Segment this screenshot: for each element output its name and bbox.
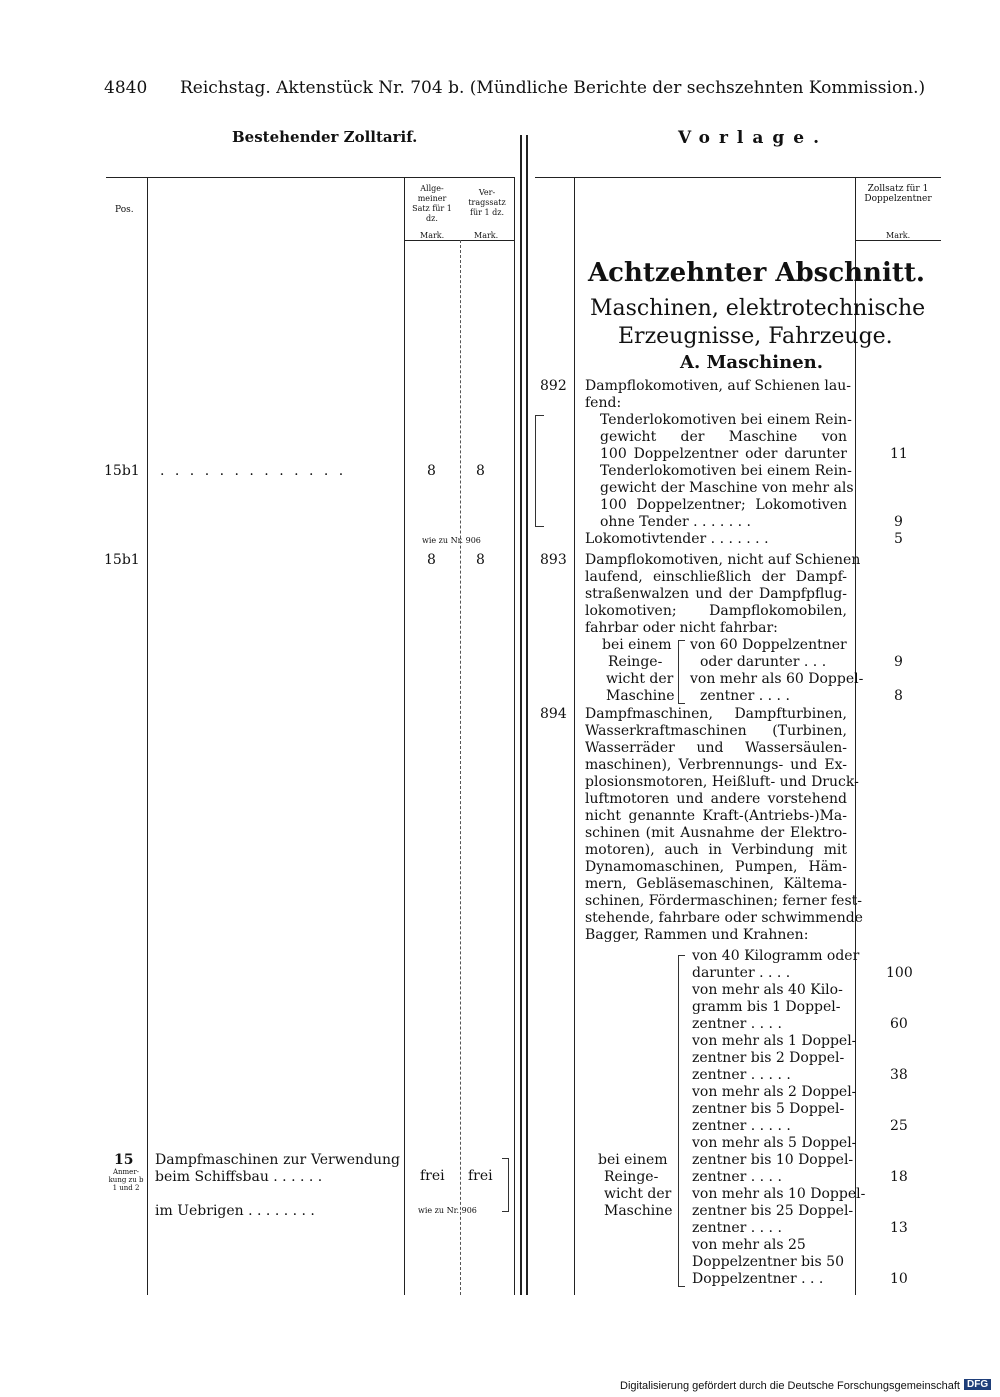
entry-894-line: Bagger, Rammen und Krahnen: — [585, 927, 809, 943]
pos-value: 15b1 — [104, 552, 140, 568]
digitization-credit: Digitalisierung gefördert durch die Deutsche Forschungsgemeinschaft — [620, 1380, 960, 1392]
option-line: gramm bis 1 Doppel- — [692, 999, 841, 1015]
entry-893-number: 893 — [540, 552, 567, 568]
entry-894-line: Wasserräder und Wassersäulen- — [585, 740, 847, 756]
unit-rate: Mark. — [886, 231, 911, 240]
treaty-rate: 8 — [476, 552, 485, 568]
option-line: von mehr als 2 Doppel- — [692, 1084, 857, 1100]
unit-treaty: Mark. — [474, 231, 499, 240]
rate-value: 13 — [890, 1220, 908, 1236]
weight-label: Maschine — [606, 688, 675, 704]
option-line: zentner bis 5 Doppel- — [692, 1101, 845, 1117]
entry-892-line: 100 Doppelzentner; Lokomotiven — [600, 497, 847, 513]
option-line: darunter . . . . — [692, 965, 791, 981]
left-top-rule — [106, 177, 514, 178]
general-rate: 8 — [427, 552, 436, 568]
option-line: zentner bis 10 Doppel- — [692, 1152, 854, 1168]
option-line: von 60 Doppelzentner — [690, 637, 847, 653]
entry-894-line: plosionsmotoren, Heißluft- und Druck- — [585, 774, 859, 790]
option-line: zentner . . . . — [692, 1220, 782, 1236]
rate-value: 60 — [890, 1016, 908, 1032]
entry-893-line: straßenwalzen und der Dampfpflug- — [585, 586, 847, 602]
entry-894-line: Wasserkraftmaschinen (Turbinen, — [585, 723, 847, 739]
entry-892-line: Lokomotivtender . . . . . . . — [585, 531, 769, 547]
right-top-rule — [535, 177, 941, 178]
section-subtitle-3: A. Maschinen. — [680, 352, 823, 373]
option-line: zentner . . . . — [692, 1016, 782, 1032]
left-heading: Bestehender Zolltarif. — [232, 128, 418, 146]
treaty-rate: frei — [468, 1168, 493, 1184]
entry-894-line: schinen, Fördermaschinen; ferner fest- — [585, 893, 862, 909]
entry-894-line: luftmotoren und andere vorstehend — [585, 791, 847, 807]
center-rule-right — [526, 135, 528, 1295]
option-line: zentner bis 25 Doppel- — [692, 1203, 854, 1219]
entry-893-line: fahrbar oder nicht fahrbar: — [585, 620, 778, 636]
entry-894-number: 894 — [540, 706, 567, 722]
weight-label: bei einem — [602, 637, 672, 653]
cross-reference-note: wie zu Nr. 906 — [418, 1206, 477, 1215]
entry-894-line: nicht genannte Kraft-(Antriebs-)Ma- — [585, 808, 847, 824]
col-header-general: Allge-meiner Satz für 1 dz. — [412, 184, 452, 223]
section-subtitle-2: Erzeugnisse, Fahrzeuge. — [618, 324, 893, 349]
bracket — [678, 955, 685, 1287]
col-line-pos — [147, 177, 148, 1295]
option-line: von mehr als 1 Doppel- — [692, 1033, 857, 1049]
entry-892-number: 892 — [540, 378, 567, 394]
left-unit-rule — [404, 240, 514, 241]
col-line-text — [404, 177, 405, 1295]
unit-general: Mark. — [420, 231, 445, 240]
leader-dots: . . . . . . . . . . . . . — [160, 463, 347, 479]
entry-892-line: Dampflokomotiven, auf Schienen lau- — [585, 378, 851, 394]
bracket — [678, 640, 685, 704]
general-rate: 8 — [427, 463, 436, 479]
rate-value: 25 — [890, 1118, 908, 1134]
option-line: zentner . . . . . — [692, 1067, 791, 1083]
option-line: Doppelzentner . . . — [692, 1271, 824, 1287]
weight-label: Reinge- — [604, 1169, 659, 1185]
option-line: oder darunter . . . — [700, 654, 827, 670]
rate-value: 100 — [886, 965, 913, 981]
rate-value: 5 — [894, 531, 903, 547]
rate-value: 18 — [890, 1169, 908, 1185]
entry-894-line: motoren), auch in Verbindung mit — [585, 842, 847, 858]
option-line: Doppelzentner bis 50 — [692, 1254, 844, 1270]
treaty-rate: 8 — [476, 463, 485, 479]
right-unit-rule — [855, 240, 941, 241]
rate-value: 9 — [894, 514, 903, 530]
weight-label: wicht der — [604, 1186, 672, 1202]
option-line: von mehr als 25 — [692, 1237, 806, 1253]
entry-892-line: 100 Doppelzentner oder darunter — [600, 446, 847, 462]
weight-label: bei einem — [598, 1152, 668, 1168]
col-line-treaty — [514, 177, 515, 1295]
col-line-general — [460, 240, 461, 1295]
entry-893-line: Dampflokomotiven, nicht auf Schienen — [585, 552, 861, 568]
general-rate: frei — [420, 1168, 445, 1184]
rate-value: 11 — [890, 446, 908, 462]
pos-value: 15b1 — [104, 463, 140, 479]
col-header-rate: Zollsatz für 1 Doppelzentner — [864, 184, 932, 204]
entry-892-line: Tenderlokomotiven bei einem Rein- — [600, 412, 852, 428]
bracket — [502, 1158, 509, 1212]
cross-reference-note: wie zu Nr. 906 — [422, 536, 481, 545]
col-header-pos: Pos. — [115, 205, 134, 215]
rate-value: 8 — [894, 688, 903, 704]
option-line: zentner . . . . — [700, 688, 790, 704]
entry-894-line: mern, Gebläsemaschinen, Kältema- — [585, 876, 847, 892]
entry-892-line: ohne Tender . . . . . . . — [600, 514, 751, 530]
right-heading: Vorlage. — [678, 128, 829, 148]
bracket — [535, 415, 544, 527]
pos-note: Anmer-kung zu b 1 und 2 — [108, 1168, 144, 1192]
weight-label: Reinge- — [608, 654, 663, 670]
entry-893-line: laufend, einschließlich der Dampf- — [585, 569, 847, 585]
option-line: zentner bis 2 Doppel- — [692, 1050, 845, 1066]
dfg-logo: DFG — [964, 1379, 991, 1390]
entry-893-line: lokomotiven; Dampflokomobilen, — [585, 603, 847, 619]
pos-value: 15 — [114, 1152, 134, 1168]
entry-894-line: maschinen), Verbrennungs- und Ex- — [585, 757, 847, 773]
entry-894-line: stehende, fahrbare oder schwimmende — [585, 910, 863, 926]
entry-894-line: Dampfmaschinen, Dampfturbinen, — [585, 706, 847, 722]
tariff-item-text: Dampfmaschinen zur Verwendung beim Schiffsbau . . . . . . — [155, 1152, 400, 1185]
rate-value: 10 — [890, 1271, 908, 1287]
rate-value: 9 — [894, 654, 903, 670]
section-subtitle-1: Maschinen, elektrotechnische — [590, 296, 926, 321]
option-line: von 40 Kilogramm oder — [692, 948, 860, 964]
page-number: 4840 — [104, 78, 148, 98]
col-line-nr — [574, 177, 575, 1295]
entry-894-line: schinen (mit Ausnahme der Elektro- — [585, 825, 847, 841]
center-rule-left — [520, 135, 522, 1295]
option-line: von mehr als 40 Kilo- — [692, 982, 843, 998]
col-header-treaty: Ver-tragssatz für 1 dz. — [468, 188, 506, 217]
option-line: von mehr als 5 Doppel- — [692, 1135, 857, 1151]
entry-892-line: fend: — [585, 395, 622, 411]
entry-892-line: gewicht der Maschine von — [600, 429, 847, 445]
option-line: von mehr als 60 Doppel- — [690, 671, 864, 687]
option-line: zentner . . . . — [692, 1169, 782, 1185]
entry-892-line: gewicht der Maschine von mehr als — [600, 480, 854, 496]
page-title: Reichstag. Aktenstück Nr. 704 b. (Mündliche Berichte der sechszehnten Kommission.) — [180, 78, 926, 98]
weight-label: Maschine — [604, 1203, 673, 1219]
rate-value: 38 — [890, 1067, 908, 1083]
weight-label: wicht der — [606, 671, 674, 687]
section-title: Achtzehnter Abschnitt. — [588, 258, 925, 288]
option-line: zentner . . . . . — [692, 1118, 791, 1134]
option-line: von mehr als 10 Doppel- — [692, 1186, 866, 1202]
tariff-item-text: im Uebrigen . . . . . . . . — [155, 1203, 315, 1219]
entry-894-line: Dynamomaschinen, Pumpen, Häm- — [585, 859, 847, 875]
entry-892-line: Tenderlokomotiven bei einem Rein- — [600, 463, 852, 479]
